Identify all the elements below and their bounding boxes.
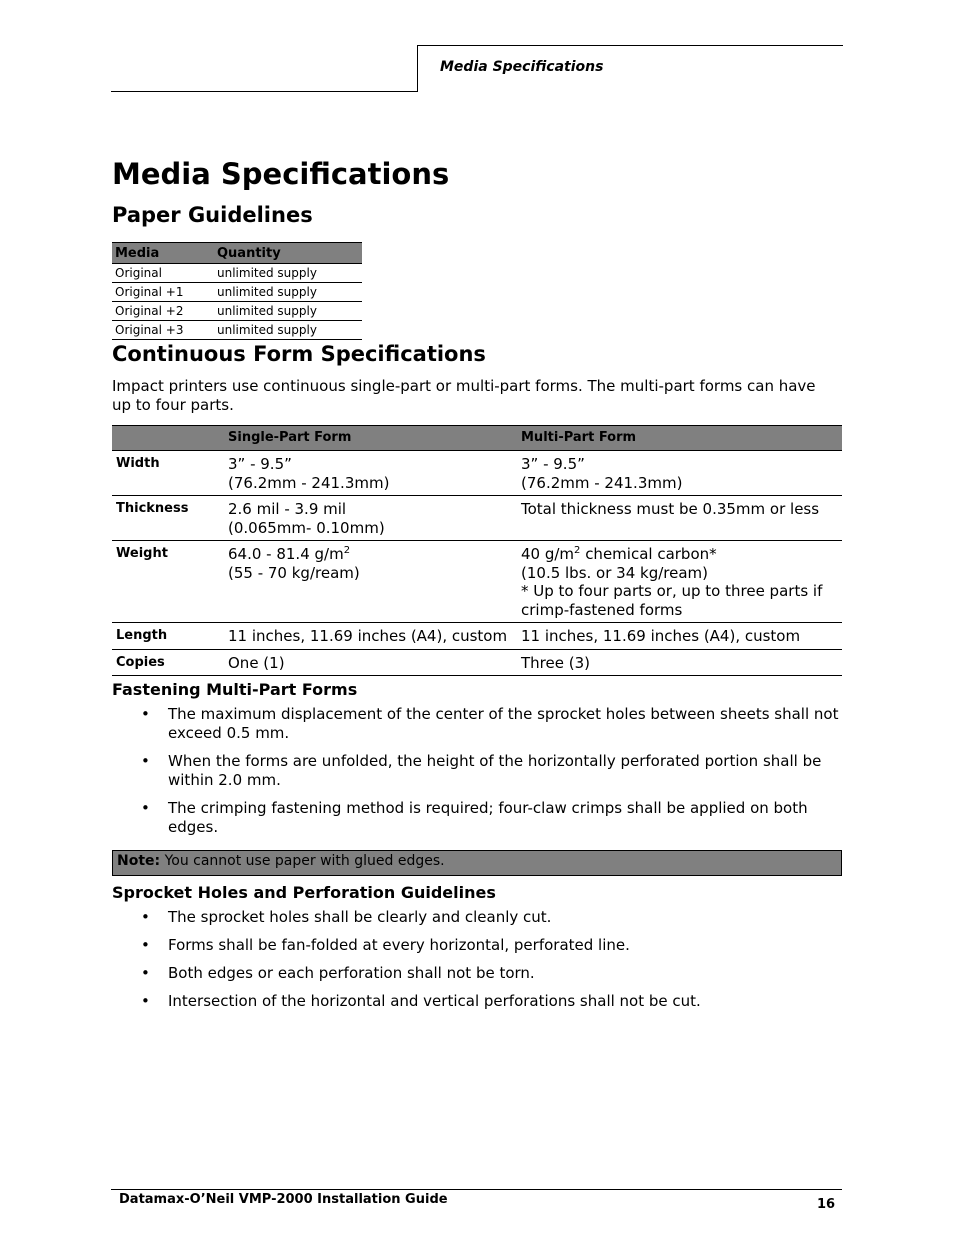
- bullet-icon: •: [141, 936, 150, 954]
- cell-text: 40 g/m: [521, 545, 575, 563]
- superscript: 2: [574, 545, 581, 556]
- intro-paragraph: Impact printers use continuous single-part or multi-part forms. The multi-part forms can have up to four parts.: [112, 377, 816, 414]
- list-item: [112, 964, 842, 983]
- quantity-cell: unlimited supply: [214, 264, 362, 283]
- list-item: [112, 705, 842, 742]
- column-header: Single-Part Form: [224, 426, 517, 451]
- page-number: 16: [817, 1197, 836, 1212]
- multi-part-cell: 11 inches, 11.69 inches (A4), custom: [517, 623, 842, 650]
- footer-title: Datamax-O’Neil VMP-2000 Installation Guide: [119, 1192, 448, 1207]
- quantity-cell: unlimited supply: [214, 283, 362, 302]
- cell-line: 3” - 9.5”: [521, 455, 585, 473]
- cell-line: [521, 545, 838, 564]
- bullet-icon: •: [141, 908, 150, 926]
- row-label: Copies: [112, 649, 224, 676]
- continuous-form-table: [112, 425, 842, 676]
- list-item: [112, 752, 842, 789]
- single-part-cell: 11 inches, 11.69 inches (A4), custom: [224, 623, 517, 650]
- table-row: [112, 623, 842, 650]
- cell-line: 2.6 mil - 3.9 mil: [228, 500, 347, 518]
- bullet-icon: •: [141, 964, 150, 982]
- header-rule: [111, 91, 417, 92]
- note-text: You cannot use paper with glued edges.: [160, 853, 445, 869]
- cell-line: * Up to four parts or, up to three parts if crimp-fastened forms: [521, 582, 823, 619]
- row-label: Weight: [112, 541, 224, 623]
- cell-line: [228, 545, 513, 564]
- column-header: Multi-Part Form: [517, 426, 842, 451]
- media-cell: Original: [112, 264, 214, 283]
- single-part-cell: One (1): [224, 649, 517, 676]
- multi-part-cell: [517, 496, 842, 541]
- multi-part-cell: Three (3): [517, 649, 842, 676]
- table-row: [112, 649, 842, 676]
- multi-part-cell: [517, 541, 842, 623]
- table-row: [112, 541, 842, 623]
- cell-line: (76.2mm - 241.3mm): [228, 473, 390, 492]
- column-header: [112, 426, 224, 451]
- note-label: Note:: [117, 853, 161, 869]
- continuous-form-heading: Continuous Form Specifications: [112, 342, 486, 366]
- running-header: Media Specifications: [440, 59, 604, 75]
- page-title: Media Specifications: [112, 157, 450, 191]
- list-item-text: Forms shall be fan-folded at every horizontal, perforated line.: [168, 936, 630, 954]
- table-row: [112, 451, 842, 496]
- table-row: [112, 283, 362, 302]
- table-row: [112, 321, 362, 340]
- bullet-icon: •: [141, 799, 150, 817]
- media-cell: Original +1: [112, 283, 214, 302]
- cell-line: (10.5 lbs. or 34 kg/ream): [521, 563, 709, 582]
- paper-guidelines-table: [112, 242, 362, 340]
- bullet-icon: •: [141, 752, 150, 770]
- quantity-cell: unlimited supply: [214, 321, 362, 340]
- bullet-icon: •: [141, 705, 150, 723]
- footer-rule: [111, 1189, 842, 1190]
- list-item-text: The sprocket holes shall be clearly and cleanly cut.: [168, 908, 552, 926]
- cell-text: chemical carbon*: [580, 545, 717, 563]
- row-label: Thickness: [112, 496, 224, 541]
- table-row: [112, 264, 362, 283]
- cell-line: (55 - 70 kg/ream): [228, 563, 360, 582]
- media-cell: Original +3: [112, 321, 214, 340]
- sprocket-list: [112, 908, 842, 1020]
- table-row: [112, 496, 842, 541]
- cell-text: 64.0 - 81.4 g/m: [228, 545, 344, 563]
- paper-guidelines-heading: Paper Guidelines: [112, 203, 313, 227]
- list-item: [112, 908, 842, 927]
- row-label: Length: [112, 623, 224, 650]
- list-item-text: Both edges or each perforation shall not be torn.: [168, 964, 535, 982]
- list-item: [112, 799, 842, 836]
- media-cell: Original +2: [112, 302, 214, 321]
- fastening-list: [112, 705, 842, 846]
- multi-part-cell: [517, 451, 842, 496]
- list-item-text: Intersection of the horizontal and vertical perforations shall not be cut.: [168, 992, 701, 1010]
- list-item-text: When the forms are unfolded, the height of the horizontally perforated portion shall be within 2.0 mm.: [168, 752, 822, 789]
- list-item: [112, 936, 842, 955]
- fastening-heading: Fastening Multi-Part Forms: [112, 680, 358, 699]
- list-item-text: The maximum displacement of the center of the sprocket holes between sheets shall not exceed 0.5 mm.: [168, 705, 839, 742]
- single-part-cell: [224, 496, 517, 541]
- superscript: 2: [343, 545, 351, 556]
- cell-line: (76.2mm - 241.3mm): [521, 473, 683, 492]
- list-item-text: The crimping fastening method is required; four-claw crimps shall be applied on both edges.: [168, 799, 808, 836]
- sprocket-heading: Sprocket Holes and Perforation Guidelines: [112, 883, 496, 902]
- row-label: Width: [112, 451, 224, 496]
- cell-line: Total thickness must be 0.35mm or less: [521, 500, 820, 518]
- cell-line: 3” - 9.5”: [228, 455, 292, 473]
- quantity-cell: unlimited supply: [214, 302, 362, 321]
- single-part-cell: [224, 541, 517, 623]
- cell-line: (0.065mm- 0.10mm): [228, 518, 385, 537]
- list-item: [112, 992, 842, 1011]
- table-row: [112, 302, 362, 321]
- bullet-icon: •: [141, 992, 150, 1010]
- column-header: Quantity: [214, 243, 362, 264]
- single-part-cell: [224, 451, 517, 496]
- table-header-row: [112, 243, 362, 264]
- column-header: Media: [112, 243, 214, 264]
- note-box: [112, 850, 842, 876]
- table-header-row: [112, 426, 842, 451]
